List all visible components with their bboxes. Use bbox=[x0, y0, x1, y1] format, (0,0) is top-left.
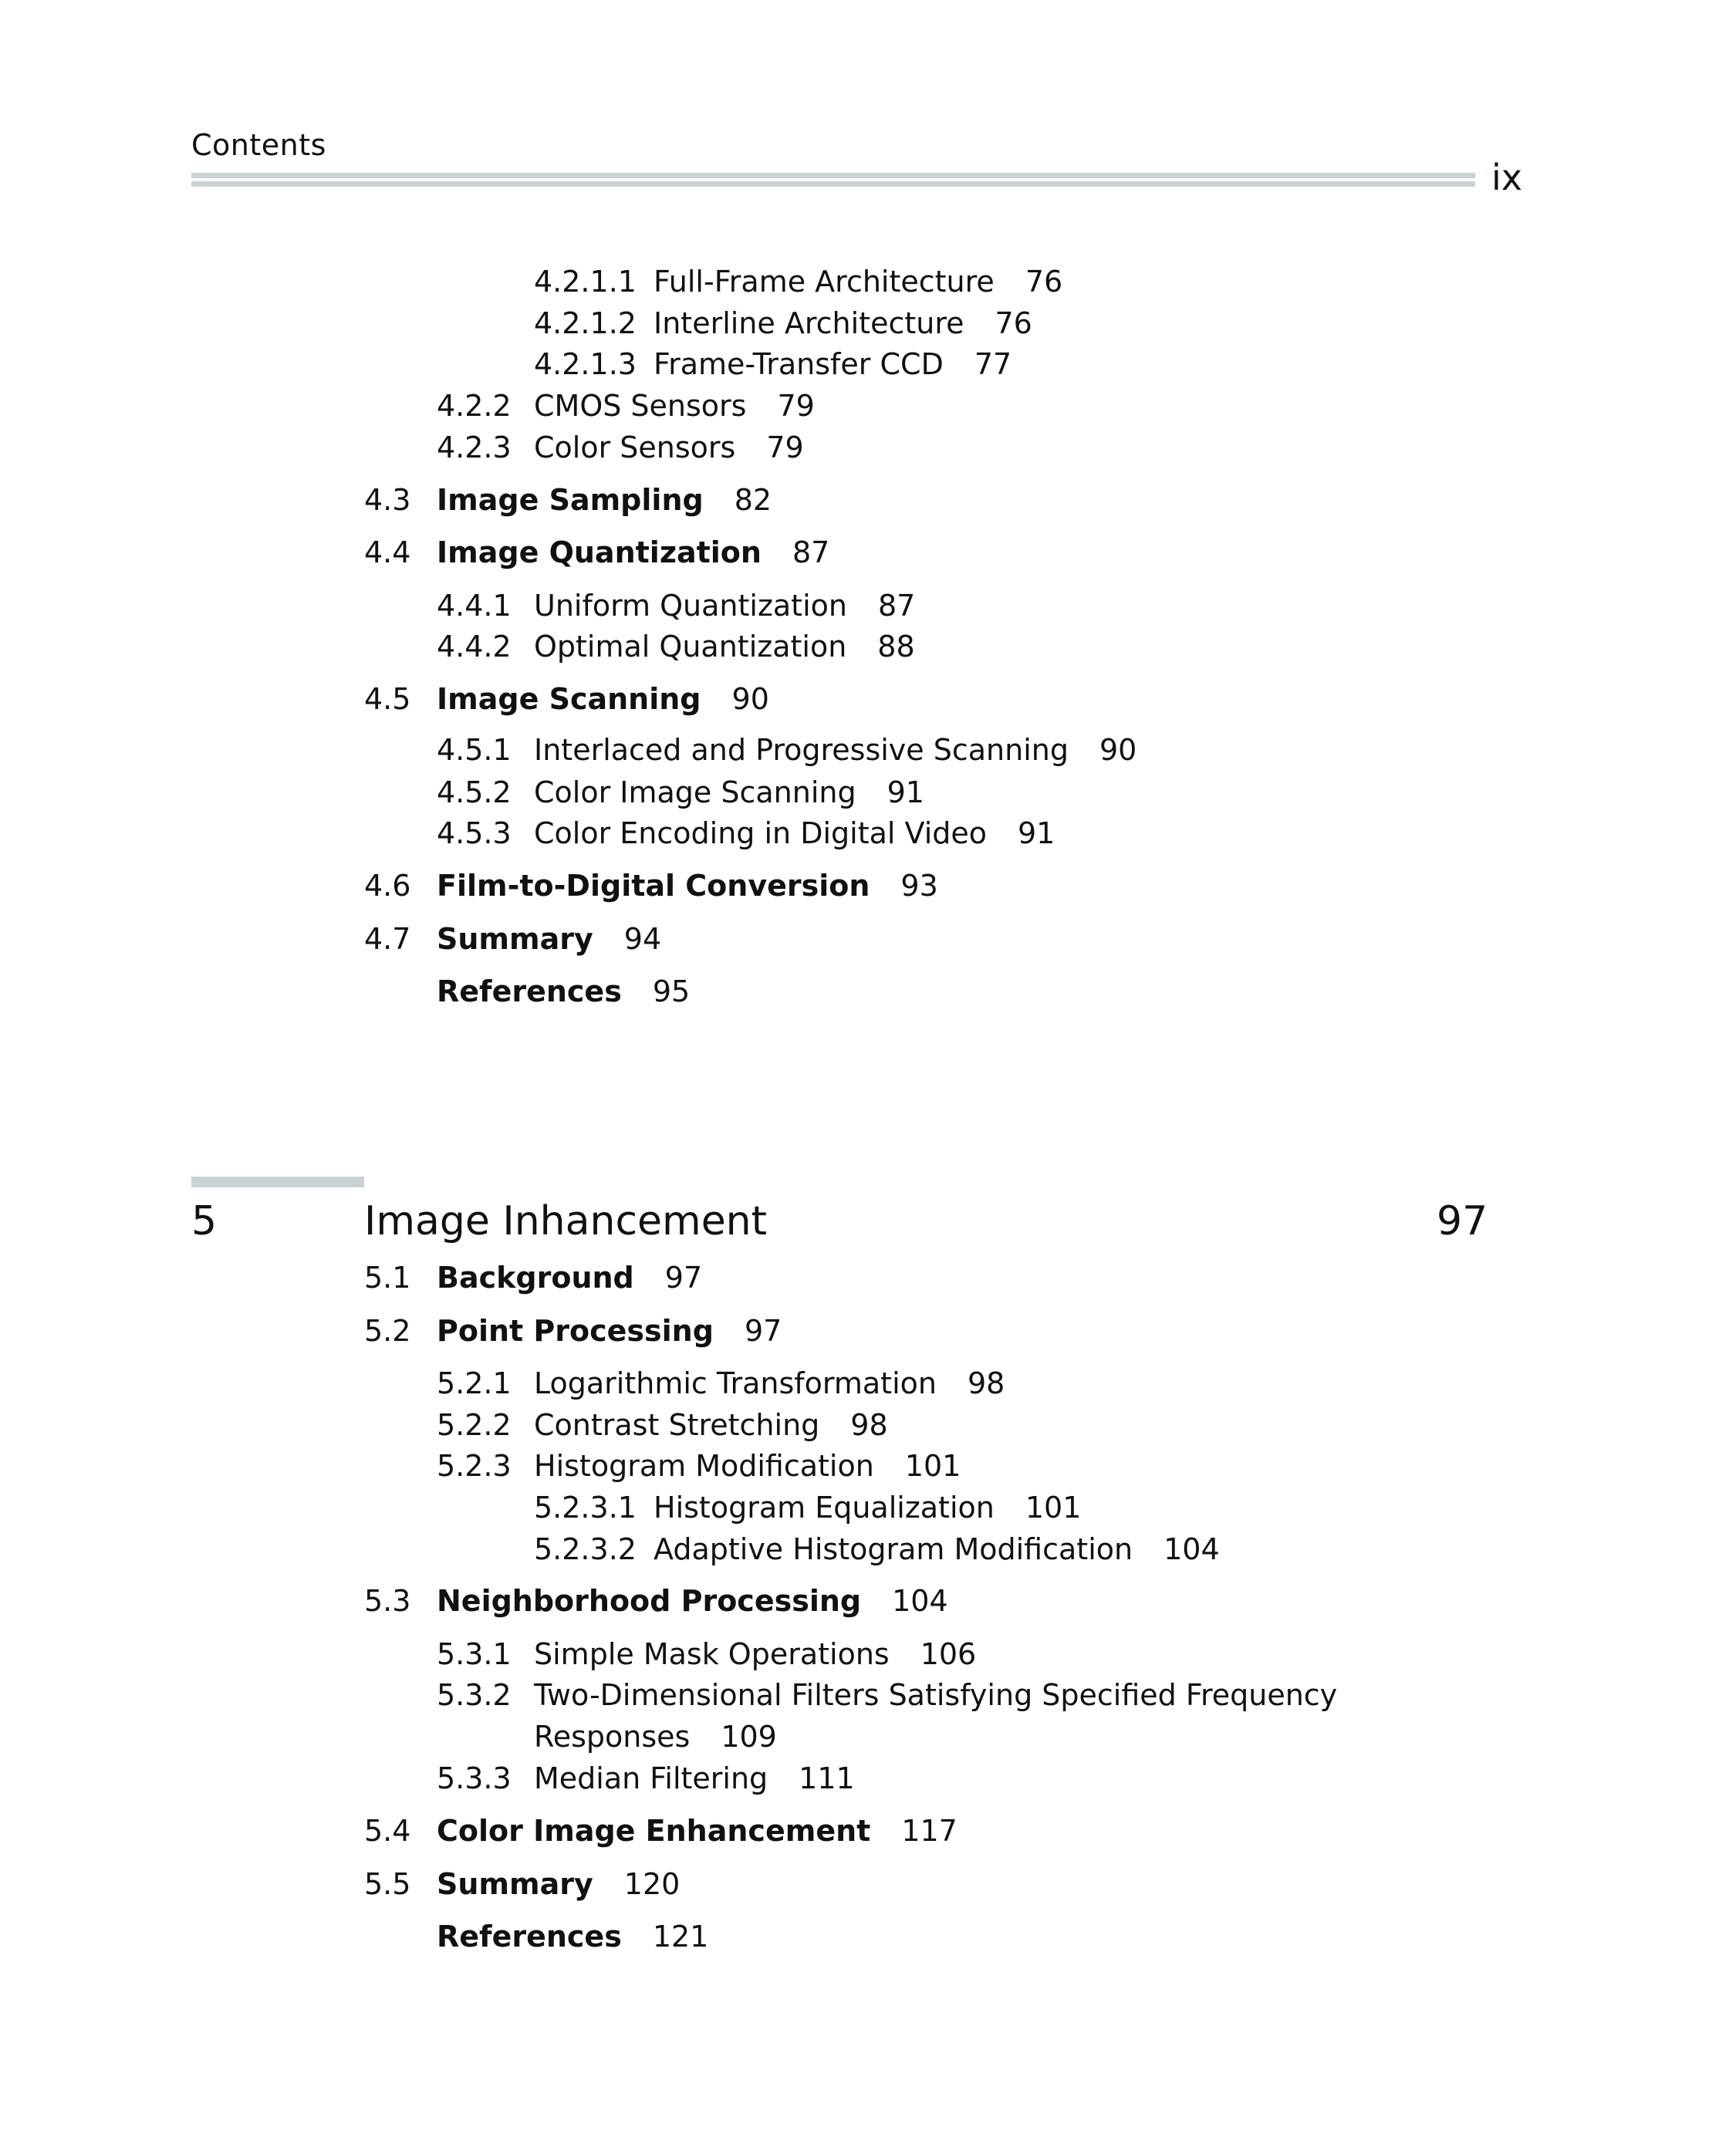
toc-entry-title: Summary bbox=[437, 922, 593, 956]
toc-entry-number: 5.2.3 bbox=[437, 1449, 512, 1483]
toc-entry-title: Color Image Scanning bbox=[534, 775, 856, 809]
header-rule-top bbox=[191, 173, 1475, 178]
toc-entry-page: 82 bbox=[734, 483, 772, 517]
toc-entry-title: Adaptive Histogram Modification bbox=[654, 1532, 1133, 1566]
header-rule-bottom bbox=[191, 181, 1475, 187]
toc-entry-number: 5.3 bbox=[364, 1584, 411, 1618]
toc-entry-number: 5.2.2 bbox=[437, 1408, 512, 1442]
toc-entry-number: 4.5.2 bbox=[437, 775, 512, 809]
toc-entry-number: 5.5 bbox=[364, 1867, 411, 1901]
toc-entry-title: Image Sampling bbox=[437, 483, 704, 517]
toc-entry-title: Color Image Enhancement bbox=[437, 1814, 871, 1848]
toc-entry-number: 4.5.3 bbox=[437, 816, 512, 850]
chapter-accent-bar bbox=[191, 1177, 364, 1187]
toc-entry-title: Two-Dimensional Filters Satisfying Specified Frequency bbox=[534, 1678, 1338, 1712]
toc-entry-number: 4.6 bbox=[364, 869, 411, 903]
toc-entry-title: Full-Frame Architecture bbox=[654, 265, 995, 299]
toc-entry-number: 4.4.2 bbox=[437, 630, 512, 664]
toc-entry-page: 94 bbox=[623, 922, 662, 956]
toc-entry-page: 98 bbox=[967, 1366, 1005, 1400]
toc-entry-page: 79 bbox=[766, 431, 804, 464]
toc-entry-title: Background bbox=[437, 1261, 634, 1295]
toc-entry-title: Histogram Equalization bbox=[654, 1491, 995, 1525]
toc-entry-page: 91 bbox=[1018, 816, 1055, 850]
toc-entry-title: Color Sensors bbox=[534, 431, 736, 464]
toc-entry-title: Simple Mask Operations bbox=[534, 1637, 890, 1671]
toc-entry-page: 88 bbox=[877, 630, 915, 664]
toc-entry-number: 4.5.1 bbox=[437, 733, 512, 767]
toc-entry-page: 76 bbox=[1025, 265, 1063, 299]
toc-entry-number: 5.2 bbox=[364, 1314, 411, 1348]
toc-entry-title: Interline Architecture bbox=[654, 306, 964, 340]
toc-entry-page: 87 bbox=[877, 589, 916, 623]
toc-entry-number: 5.1 bbox=[364, 1261, 411, 1295]
toc-entry-page: 77 bbox=[974, 347, 1012, 381]
toc-entry-title: Neighborhood Processing bbox=[437, 1584, 862, 1618]
toc-entry-page: 121 bbox=[652, 1920, 709, 1954]
toc-entry-title: Contrast Stretching bbox=[534, 1408, 820, 1442]
toc-entry-number: 5.4 bbox=[364, 1814, 411, 1848]
toc-entry-number: 5.2.3.1 bbox=[534, 1491, 637, 1525]
toc-entry-title: Image Scanning bbox=[437, 682, 701, 716]
toc-entry-title: Histogram Modification bbox=[534, 1449, 874, 1483]
toc-entry-number: 5.3.1 bbox=[437, 1637, 512, 1671]
toc-entry-title: Summary bbox=[437, 1867, 593, 1901]
toc-entry-page: 117 bbox=[901, 1814, 958, 1848]
toc-entry-title: Responses bbox=[534, 1720, 691, 1754]
toc-entry-title: CMOS Sensors bbox=[534, 389, 747, 423]
chapter-page: 97 bbox=[1437, 1198, 1488, 1244]
toc-entry-page: 101 bbox=[1025, 1491, 1082, 1525]
toc-entry-page: 111 bbox=[799, 1761, 855, 1795]
toc-entry-title: Median Filtering bbox=[534, 1761, 768, 1795]
toc-entry-title: Point Processing bbox=[437, 1314, 714, 1348]
toc-entry-title: Interlaced and Progressive Scanning bbox=[534, 733, 1069, 767]
toc-entry-page: 95 bbox=[652, 974, 691, 1008]
toc-entry-number: 4.2.2 bbox=[437, 389, 512, 423]
toc-entry-page: 76 bbox=[995, 306, 1032, 340]
toc-entry-page: 104 bbox=[1164, 1532, 1220, 1566]
toc-entry-number: 4.5 bbox=[364, 682, 411, 716]
page-folio: ix bbox=[1491, 157, 1523, 198]
toc-entry-page: 91 bbox=[887, 775, 924, 809]
toc-entry-number: 5.2.3.2 bbox=[534, 1532, 637, 1566]
chapter-number: 5 bbox=[191, 1198, 218, 1244]
toc-entry-number: 5.3.2 bbox=[437, 1678, 512, 1712]
toc-entry-title: References bbox=[437, 1920, 622, 1954]
toc-entry-title: Image Quantization bbox=[437, 535, 762, 569]
toc-entry-page: 90 bbox=[731, 682, 769, 716]
toc-entry-number: 5.3.3 bbox=[437, 1761, 512, 1795]
toc-entry-page: 109 bbox=[721, 1720, 777, 1754]
toc-entry-number: 4.2.1.1 bbox=[534, 265, 637, 299]
toc-entry-title: Optimal Quantization bbox=[534, 630, 847, 664]
chapter-title: Image Inhancement bbox=[364, 1198, 768, 1244]
toc-entry-page: 93 bbox=[900, 869, 938, 903]
toc-entry-number: 4.7 bbox=[364, 922, 411, 956]
toc-entry-title: Film-to-Digital Conversion bbox=[437, 869, 870, 903]
toc-entry-number: 4.2.1.3 bbox=[534, 347, 637, 381]
toc-entry-number: 4.4.1 bbox=[437, 589, 512, 623]
toc-entry-page: 106 bbox=[920, 1637, 977, 1671]
toc-entry-title: Uniform Quantization bbox=[534, 589, 847, 623]
toc-entry-number: 4.3 bbox=[364, 483, 411, 517]
toc-entry-title: Color Encoding in Digital Video bbox=[534, 816, 987, 850]
toc-entry-number: 4.2.3 bbox=[437, 431, 512, 464]
toc-entry-number: 4.2.1.2 bbox=[534, 306, 637, 340]
running-head: Contents bbox=[191, 128, 326, 162]
toc-entry-page: 87 bbox=[792, 535, 830, 569]
toc-entry-page: 97 bbox=[664, 1261, 703, 1295]
toc-entry-page: 90 bbox=[1099, 733, 1137, 767]
toc-entry-page: 104 bbox=[892, 1584, 948, 1618]
toc-entry-number: 4.4 bbox=[364, 535, 411, 569]
toc-entry-title: Logarithmic Transformation bbox=[534, 1366, 937, 1400]
toc-entry-title: References bbox=[437, 974, 622, 1008]
toc-entry-title: Frame-Transfer CCD bbox=[654, 347, 944, 381]
toc-entry-page: 97 bbox=[744, 1314, 782, 1348]
toc-entry-page: 101 bbox=[904, 1449, 961, 1483]
toc-entry-page: 79 bbox=[777, 389, 815, 423]
toc-entry-number: 5.2.1 bbox=[437, 1366, 512, 1400]
toc-entry-page: 120 bbox=[623, 1867, 681, 1901]
toc-entry-page: 98 bbox=[850, 1408, 888, 1442]
